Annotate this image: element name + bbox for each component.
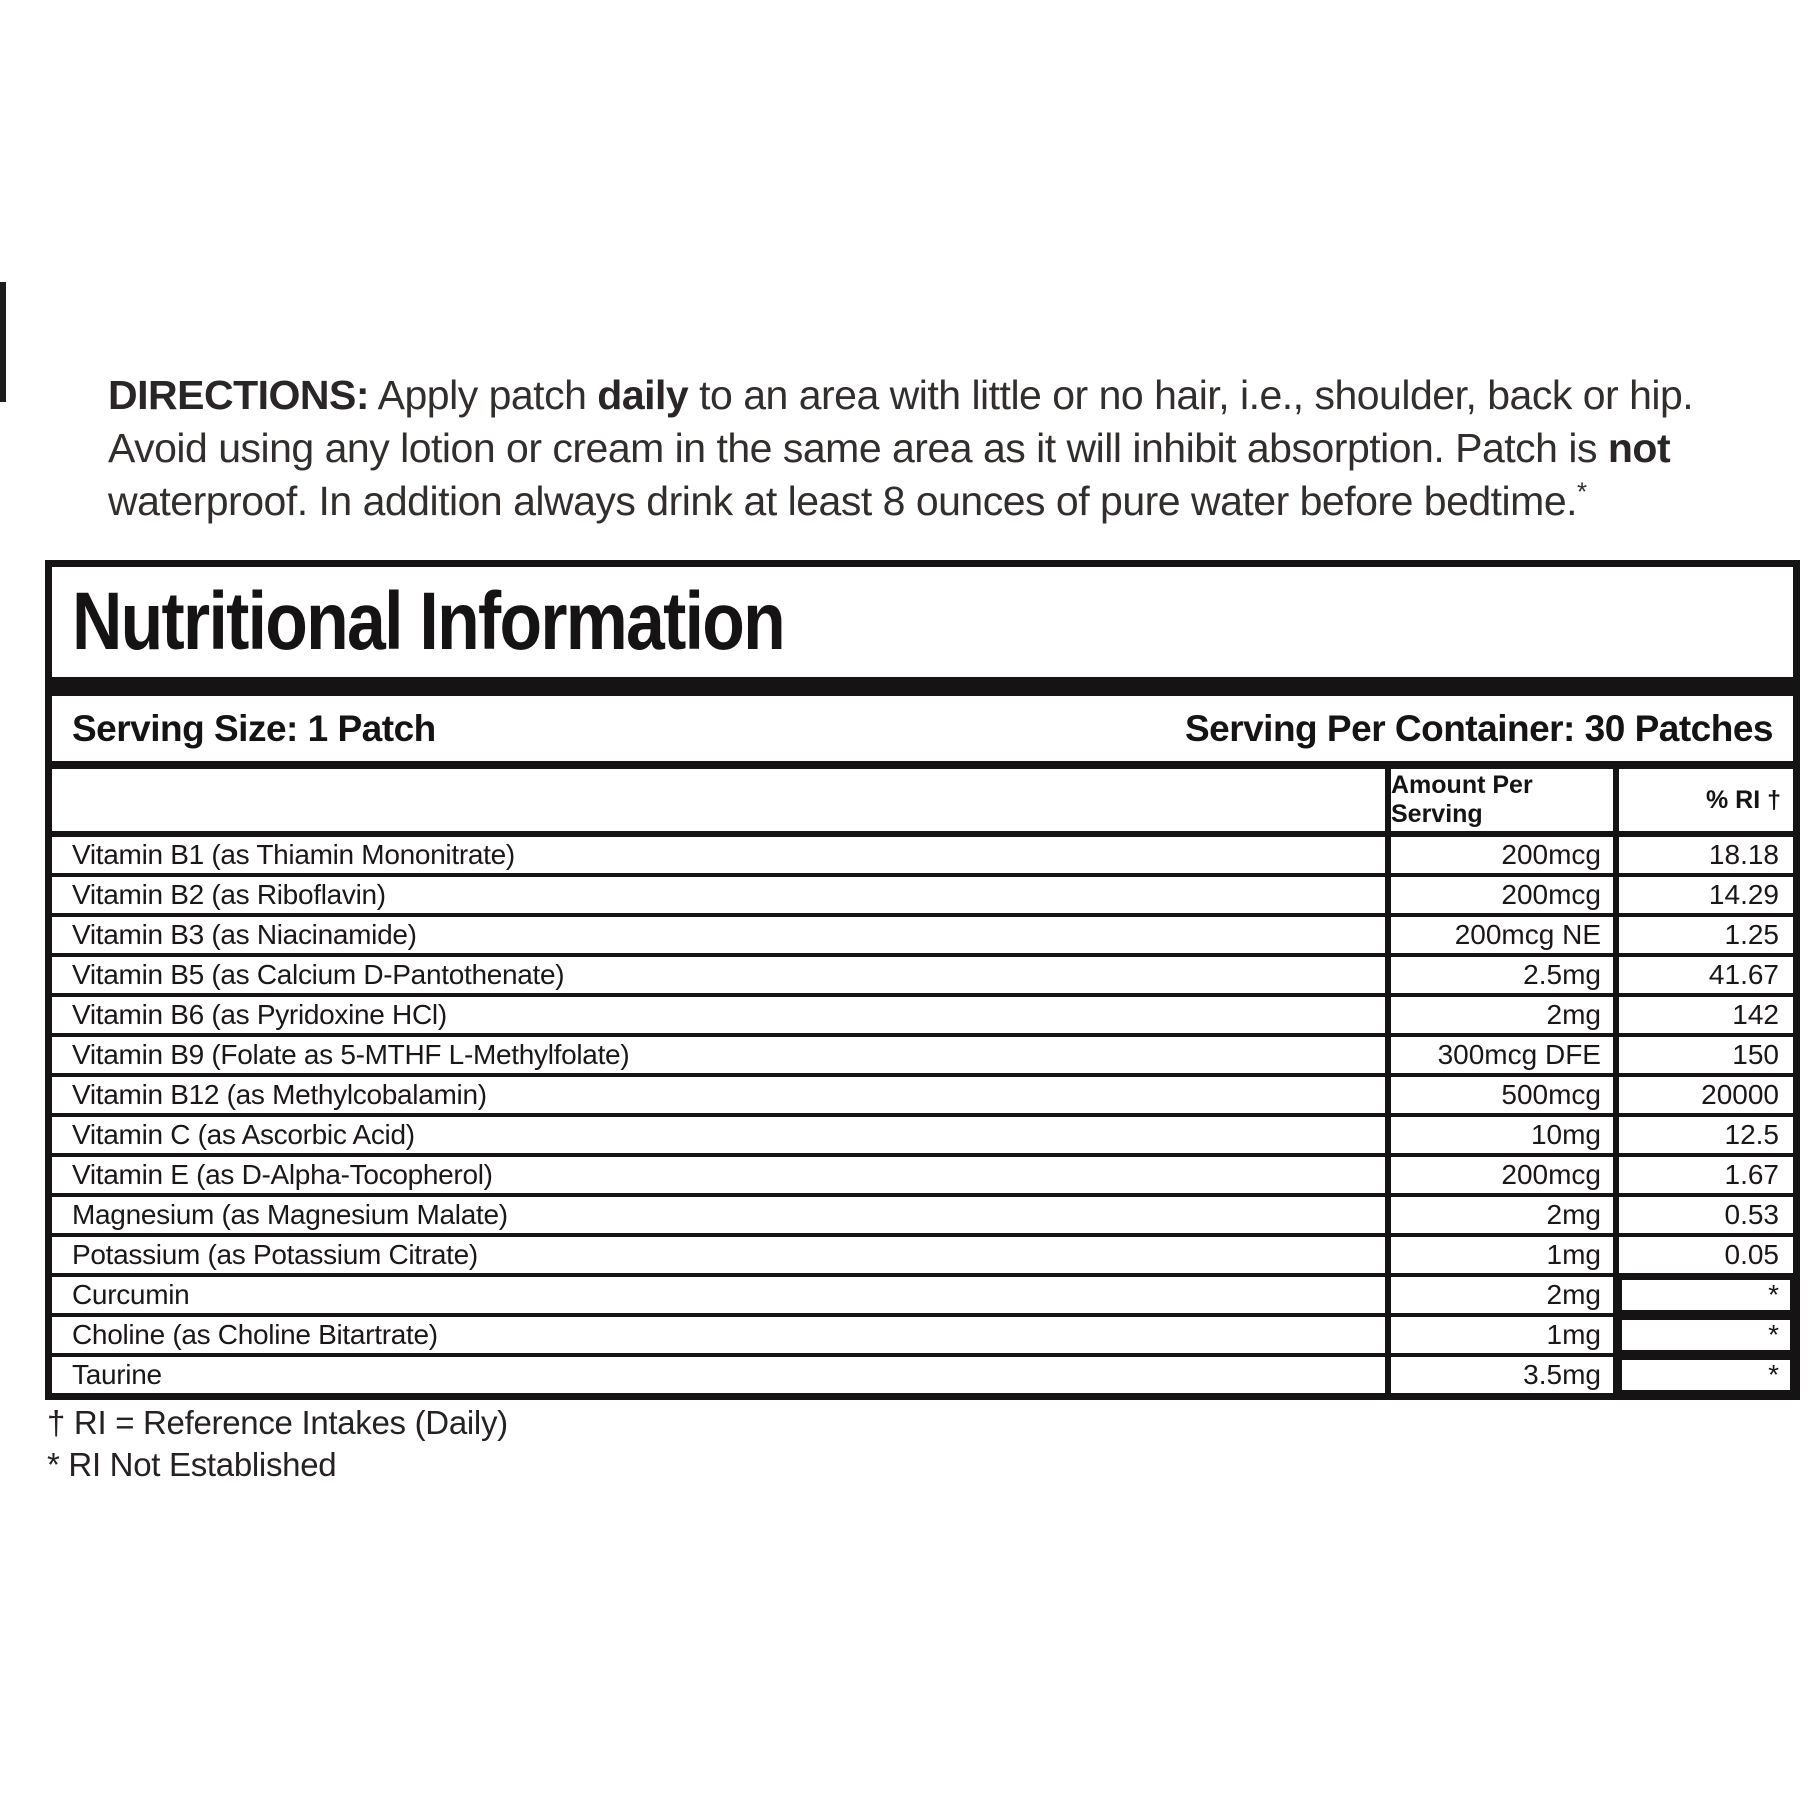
directions-label: DIRECTIONS:: [108, 372, 369, 418]
table-row: [52, 953, 1793, 993]
panel-title-row: [52, 567, 1793, 677]
ingredient-ri: 14.29: [1613, 877, 1793, 913]
nutrition-panel: [45, 560, 1800, 1400]
ingredient-name: Vitamin B9 (Folate as 5-MTHF L-Methylfolate): [72, 1039, 630, 1070]
ingredient-ri: 1.25: [1613, 917, 1793, 953]
table-row: [52, 993, 1793, 1033]
ingredient-ri: 142: [1613, 997, 1793, 1033]
directions-footnote-asterisk: *: [1577, 476, 1587, 507]
table-row: [52, 1353, 1793, 1393]
footnote-ri-definition: † RI = Reference Intakes (Daily): [47, 1404, 508, 1441]
table-row: [52, 1073, 1793, 1113]
ingredient-ri: *: [1613, 1277, 1793, 1313]
table-row: [52, 1113, 1793, 1153]
ingredient-name: Potassium (as Potassium Citrate): [72, 1239, 478, 1270]
ingredient-amount: 1mg: [1385, 1237, 1613, 1273]
ingredient-amount: 3.5mg: [1385, 1357, 1613, 1393]
table-header-row: [52, 769, 1793, 837]
ingredient-amount: 2mg: [1385, 1197, 1613, 1233]
ingredient-ri: 41.67: [1613, 957, 1793, 993]
ingredient-amount: 2.5mg: [1385, 957, 1613, 993]
ingredient-amount: 1mg: [1385, 1317, 1613, 1353]
directions-bold-not: not: [1607, 425, 1671, 471]
ingredient-amount: 200mcg: [1385, 1157, 1613, 1193]
table-row: [52, 1153, 1793, 1193]
ingredient-amount: 2mg: [1385, 1277, 1613, 1313]
ingredient-amount: 200mcg: [1385, 877, 1613, 913]
table-row: [52, 837, 1793, 873]
directions-paragraph: [108, 369, 1750, 528]
footnote-ri-not-established: * RI Not Established: [47, 1446, 337, 1483]
ingredient-name: Vitamin B12 (as Methylcobalamin): [72, 1079, 487, 1110]
ingredient-amount: 300mcg DFE: [1385, 1037, 1613, 1073]
ingredient-ri: *: [1613, 1317, 1793, 1353]
ingredient-name: Vitamin B1 (as Thiamin Mononitrate): [72, 839, 515, 870]
ingredient-ri: 20000: [1613, 1077, 1793, 1113]
left-edge-print-mark: [0, 282, 6, 402]
ingredient-amount: 200mcg: [1385, 837, 1613, 873]
servings-per-container: Serving Per Container: 30 Patches: [1184, 707, 1773, 749]
table-row: [52, 1273, 1793, 1313]
table-row: [52, 873, 1793, 913]
ingredient-ri: 0.05: [1613, 1237, 1793, 1273]
directions-text-3: waterproof. In addition always drink at least 8 ounces of pure water before bedtime.: [108, 478, 1578, 524]
header-cell-amount: Amount Per Serving: [1385, 769, 1613, 831]
table-body: [52, 837, 1793, 1393]
ingredient-amount: 2mg: [1385, 997, 1613, 1033]
ingredient-amount: 10mg: [1385, 1117, 1613, 1153]
header-cell-name: [52, 769, 1385, 831]
directions-text-1: Apply patch: [369, 372, 598, 418]
table-row: [52, 1313, 1793, 1353]
ingredient-ri: *: [1613, 1357, 1793, 1393]
table-row: [52, 1033, 1793, 1073]
directions-text-2: to an area with little or no hair, i.e., shoulder, back or hip. Avoid using any lotion or cream in the same area as it will inhibit absorption. Patch is: [108, 372, 1694, 471]
ingredient-ri: 1.67: [1613, 1157, 1793, 1193]
ingredient-name: Vitamin B5 (as Calcium D-Pantothenate): [72, 959, 565, 990]
ingredient-name: Vitamin E (as D-Alpha-Tocopherol): [72, 1159, 493, 1190]
ingredient-ri: 150: [1613, 1037, 1793, 1073]
ingredient-ri: 0.53: [1613, 1197, 1793, 1233]
title-divider-bar: [52, 677, 1793, 696]
ingredient-name: Choline (as Choline Bitartrate): [72, 1319, 438, 1350]
serving-size: Serving Size: 1 Patch: [72, 707, 436, 749]
ingredient-ri: 18.18: [1613, 837, 1793, 873]
table-row: [52, 1193, 1793, 1233]
header-cell-ri: % RI †: [1613, 769, 1793, 831]
panel-title: Nutritional Information: [72, 576, 785, 667]
ingredient-name: Vitamin C (as Ascorbic Acid): [72, 1119, 415, 1150]
table-row: [52, 1233, 1793, 1273]
ingredient-name: Vitamin B3 (as Niacinamide): [72, 919, 417, 950]
ingredient-name: Taurine: [72, 1359, 162, 1390]
serving-row: [52, 696, 1793, 769]
table-row: [52, 913, 1793, 953]
ingredient-amount: 200mcg NE: [1385, 917, 1613, 953]
ingredient-name: Magnesium (as Magnesium Malate): [72, 1199, 508, 1230]
ingredient-ri: 12.5: [1613, 1117, 1793, 1153]
ingredient-name: Vitamin B2 (as Riboflavin): [72, 879, 386, 910]
ingredient-amount: 500mcg: [1385, 1077, 1613, 1113]
directions-bold-daily: daily: [597, 372, 689, 418]
ingredient-name: Curcumin: [72, 1279, 190, 1310]
ingredient-name: Vitamin B6 (as Pyridoxine HCl): [72, 999, 447, 1030]
footnotes: [47, 1402, 508, 1486]
